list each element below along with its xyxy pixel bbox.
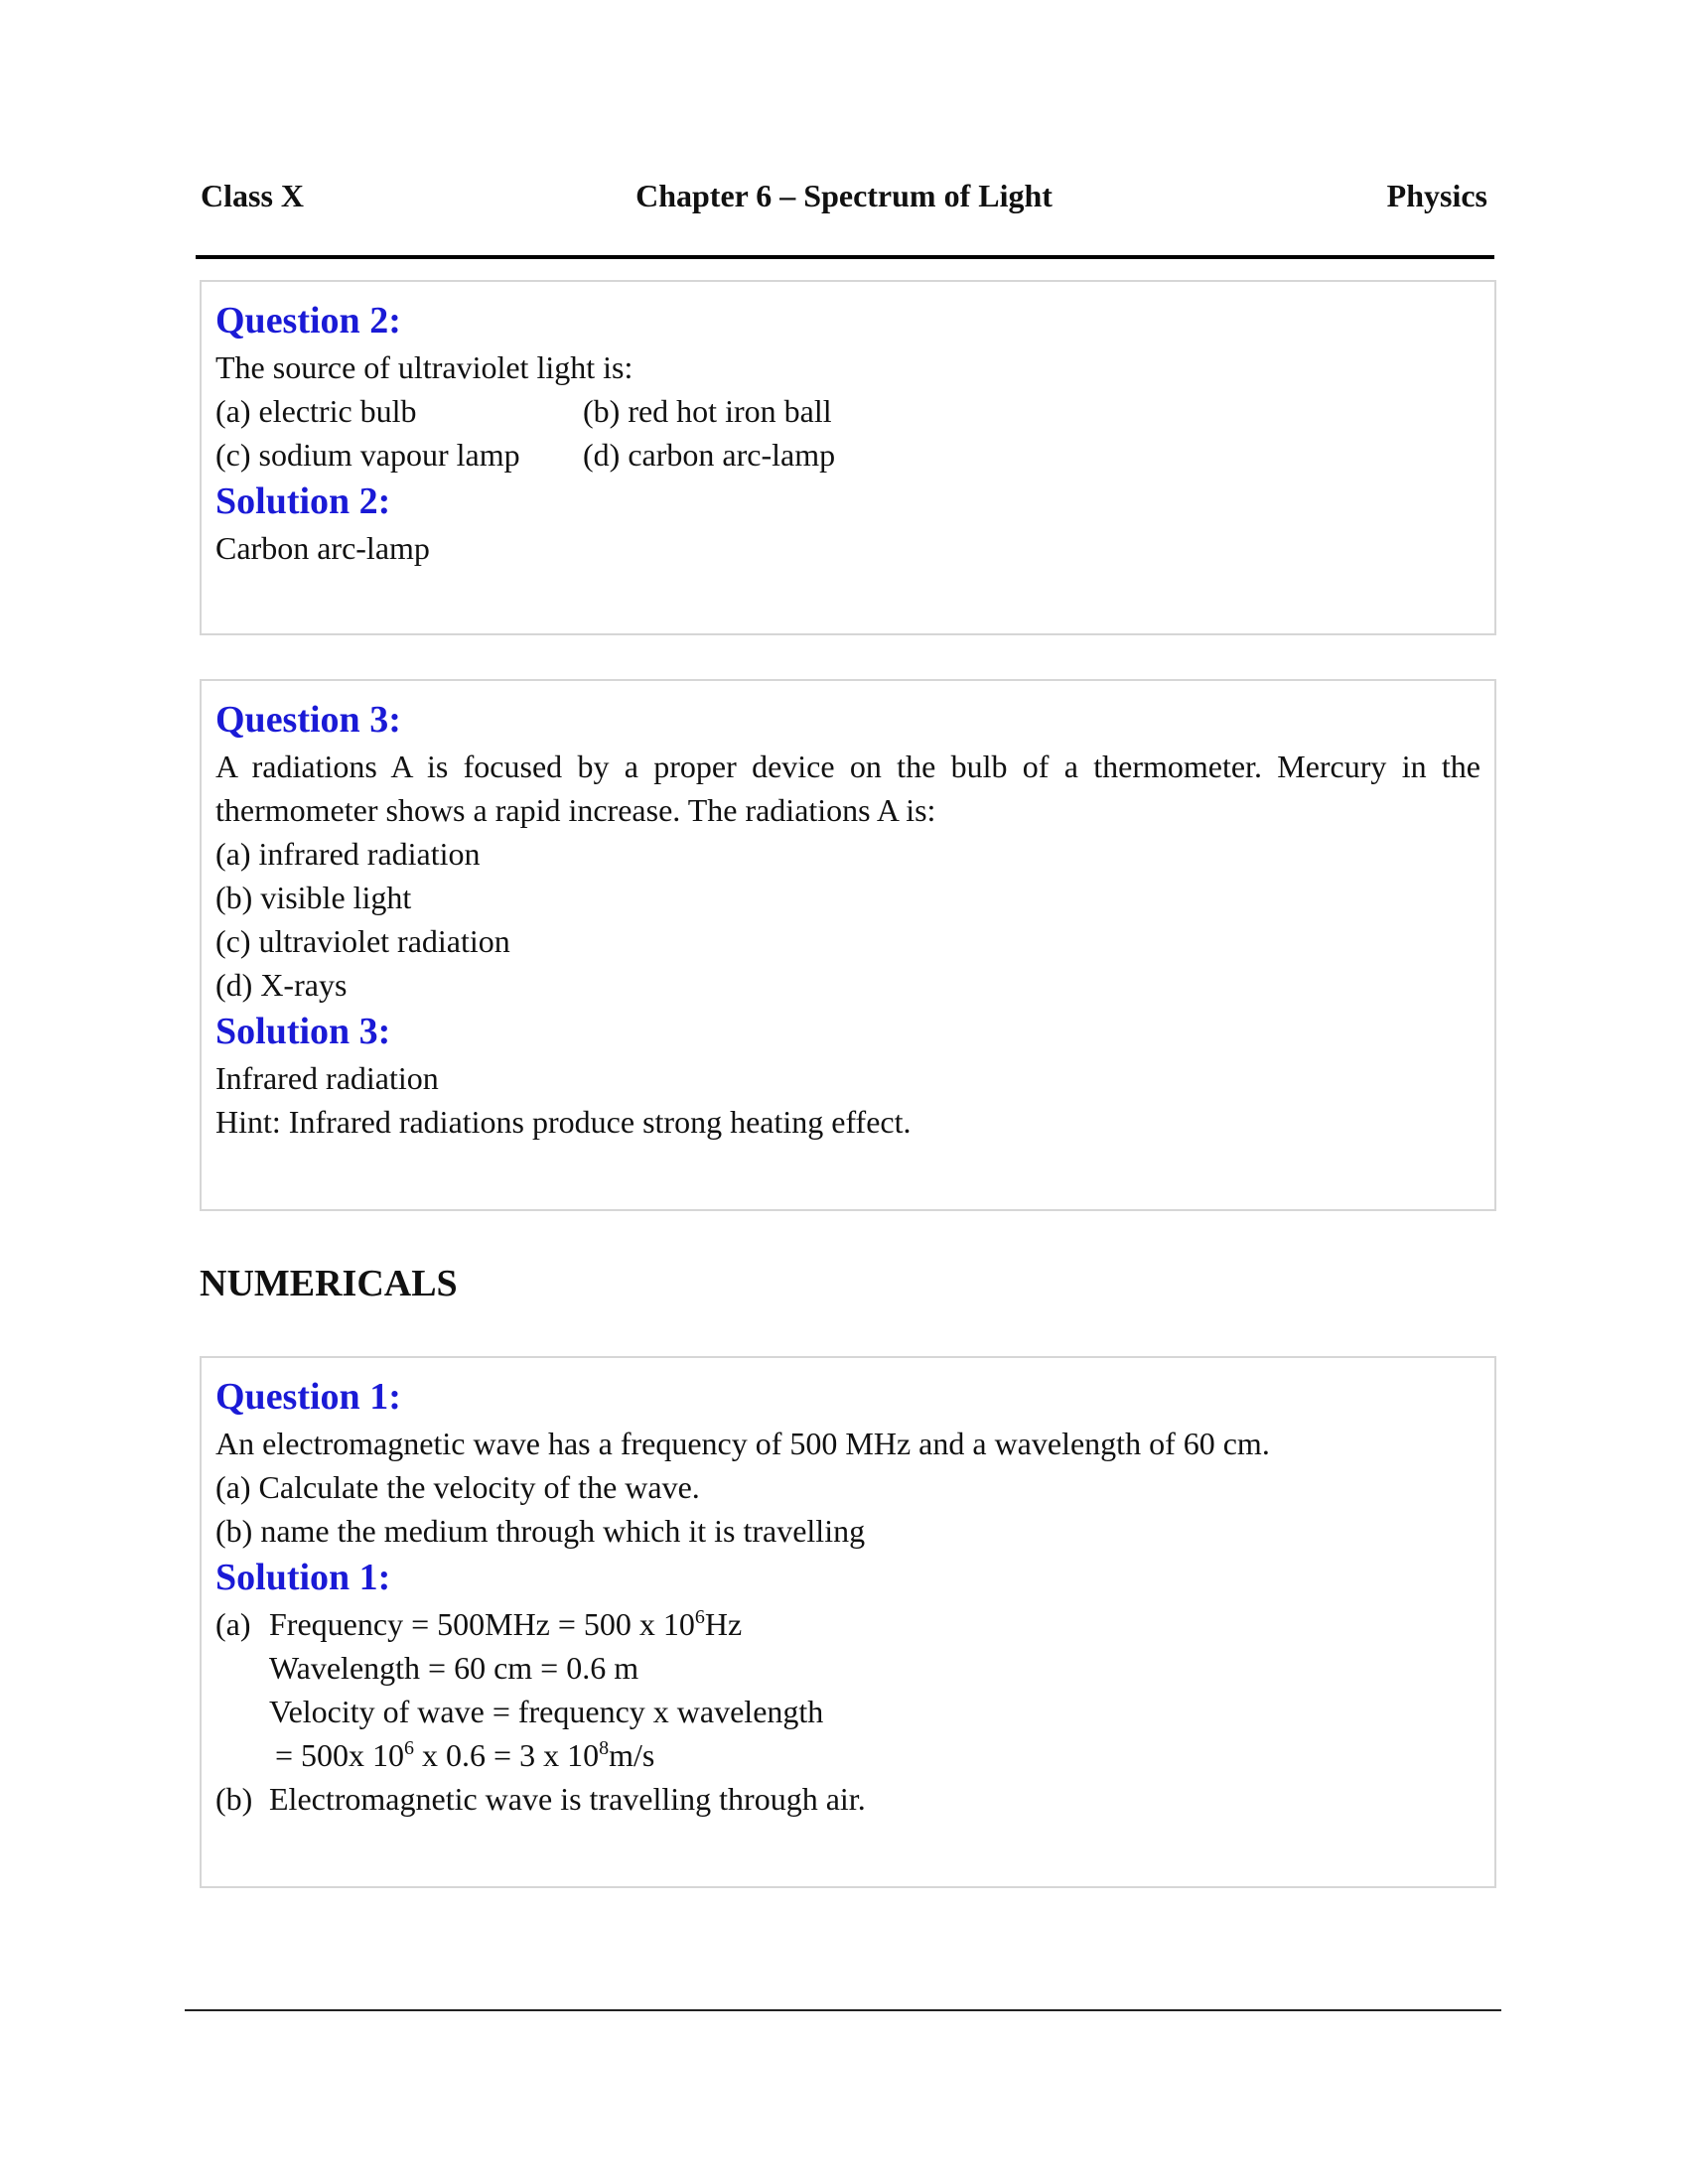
option-d: (d) X-rays bbox=[215, 967, 348, 1003]
option-a: (a) infrared radiation bbox=[215, 836, 481, 872]
numerical-1-part-a: (a) Calculate the velocity of the wave. bbox=[215, 1469, 700, 1505]
question-2-text: The source of ultraviolet light is: bbox=[215, 349, 633, 385]
question-3-title: Question 3: bbox=[215, 699, 401, 741]
numerical-1-title: Question 1: bbox=[215, 1376, 401, 1418]
calc-unit: m/s bbox=[609, 1737, 655, 1773]
frequency-text: Frequency = 500MHz = 500 x 10 bbox=[269, 1606, 695, 1642]
calc-exponent-1: 6 bbox=[404, 1737, 415, 1759]
question-3-text: A radiations A is focused by a proper device on the bulb of a thermometer. Mercury in the thermometer shows a rapid increase. The radiations A is: bbox=[215, 749, 1480, 828]
question-2-options bbox=[215, 389, 1480, 477]
subject-label: Physics bbox=[1386, 178, 1487, 213]
numerical-1-box bbox=[200, 1356, 1496, 1888]
velocity-formula-line: Velocity of wave = frequency x wavelength bbox=[269, 1694, 824, 1729]
option-d: (d) carbon arc-lamp bbox=[583, 437, 836, 473]
option-b: (b) red hot iron ball bbox=[583, 393, 832, 429]
option-b: (b) visible light bbox=[215, 880, 412, 915]
solution-part-b-text: Electromagnetic wave is travelling through air. bbox=[269, 1781, 866, 1817]
solution-1-part-a bbox=[215, 1602, 1480, 1646]
frequency-unit: Hz bbox=[704, 1606, 743, 1642]
calc-exponent-2: 8 bbox=[599, 1737, 610, 1759]
velocity-calculation-line bbox=[215, 1733, 1480, 1777]
section-heading: NUMERICALS bbox=[200, 1263, 458, 1304]
calc-text-1: = 500x 10 bbox=[275, 1737, 405, 1773]
solution-3-title: Solution 3: bbox=[215, 1011, 391, 1052]
solution-3-hint: Hint: Infrared radiations produce strong heating effect. bbox=[215, 1104, 912, 1140]
solution-1-part-b bbox=[215, 1777, 1480, 1821]
class-label: Class X bbox=[201, 178, 305, 213]
header-divider bbox=[196, 255, 1494, 259]
option-c: (c) ultraviolet radiation bbox=[215, 923, 510, 959]
solution-2-title: Solution 2: bbox=[215, 480, 391, 522]
question-2-box bbox=[200, 280, 1496, 635]
question-3-box bbox=[200, 679, 1496, 1211]
numerical-1-text: An electromagnetic wave has a frequency of 500 MHz and a wavelength of 60 cm. bbox=[215, 1426, 1270, 1461]
solution-1-title: Solution 1: bbox=[215, 1557, 391, 1598]
solution-part-b-label: (b) bbox=[215, 1781, 253, 1817]
chapter-title: Chapter 6 – Spectrum of Light bbox=[635, 178, 1053, 213]
frequency-exponent: 6 bbox=[694, 1606, 705, 1628]
page-header bbox=[197, 171, 1491, 220]
solution-3-answer: Infrared radiation bbox=[215, 1060, 439, 1096]
question-2-title: Question 2: bbox=[215, 300, 401, 341]
option-c: (c) sodium vapour lamp bbox=[215, 437, 520, 473]
numerical-1-part-b: (b) name the medium through which it is travelling bbox=[215, 1513, 866, 1549]
frequency-line bbox=[269, 1602, 742, 1646]
footer-divider bbox=[185, 2009, 1501, 2011]
calc-text-2: x 0.6 = 3 x 10 bbox=[414, 1737, 600, 1773]
option-a: (a) electric bulb bbox=[215, 393, 417, 429]
wavelength-line: Wavelength = 60 cm = 0.6 m bbox=[269, 1650, 639, 1686]
solution-2-answer: Carbon arc-lamp bbox=[215, 530, 430, 566]
solution-part-a-label: (a) bbox=[215, 1606, 251, 1642]
